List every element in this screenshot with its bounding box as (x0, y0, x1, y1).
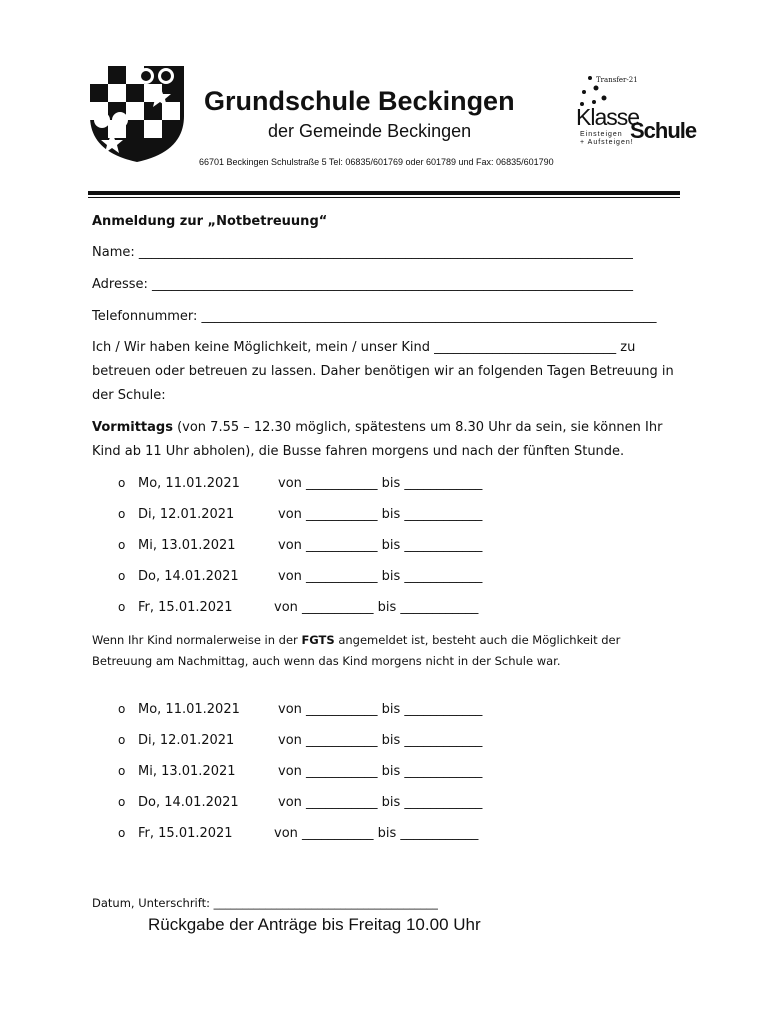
header-divider-thin (88, 197, 680, 198)
morning-day-item[interactable] (118, 600, 479, 615)
morning-paragraph (92, 416, 682, 464)
day-label: Mi, 13.01.2021 (138, 538, 236, 553)
school-subtitle: der Gemeinde Beckingen (268, 121, 472, 141)
day-label: Di, 12.01.2021 (138, 733, 235, 748)
morning-day-item[interactable] (118, 538, 483, 553)
phone-field[interactable]: Telefonnummer: ______________________________________________________________________ (92, 309, 657, 324)
logo-transfer-text: Transfer-21 (596, 76, 638, 84)
afternoon-day-item[interactable] (118, 764, 483, 779)
day-label: Mo, 11.01.2021 (138, 702, 240, 717)
checkbox-bullet[interactable]: o (118, 795, 126, 809)
day-label: Fr, 15.01.2021 (138, 600, 233, 615)
day-label: Fr, 15.01.2021 (138, 826, 233, 841)
school-address: 66701 Beckingen Schulstraße 5 Tel: 06835/601769 oder 601789 und Fax: 06835/601790 (199, 157, 554, 167)
time-range-field[interactable]: von ___________ bis ____________ (278, 795, 483, 810)
logo-word-klasse: Klasse (576, 104, 640, 130)
fgts-paragraph (92, 630, 682, 672)
day-label: Do, 14.01.2021 (138, 569, 239, 584)
checkbox-bullet[interactable]: o (118, 569, 126, 583)
afternoon-day-item[interactable] (118, 795, 483, 810)
checkbox-bullet[interactable]: o (118, 764, 126, 778)
header-divider-thick (88, 191, 680, 195)
checkbox-bullet[interactable]: o (118, 538, 126, 552)
checkbox-bullet[interactable]: o (118, 702, 126, 716)
time-range-field[interactable]: von ___________ bis ____________ (278, 476, 483, 491)
logo-word-schule: Schule (630, 118, 697, 143)
morning-text: (von 7.55 – 12.30 möglich, spätestens um 8.30 Uhr da sein, sie können Ihr Kind ab 11 Uhr abholen), die Busse fahren morgens und nach der fünften Stunde. (92, 420, 663, 459)
fgts-text-post: angemeldet ist, besteht auch die Möglichkeit der Betreuung am Nachmittag, auch wenn das Kind morgens nicht in der Schule war. (92, 633, 621, 668)
logo-tagline-2: + Aufsteigen! (580, 139, 634, 146)
time-range-field[interactable]: von ___________ bis ____________ (278, 507, 483, 522)
time-range-field[interactable]: von ___________ bis ____________ (278, 733, 483, 748)
day-label: Do, 14.01.2021 (138, 795, 239, 810)
school-crest (88, 64, 186, 164)
checkbox-bullet[interactable]: o (118, 507, 126, 521)
checkbox-bullet[interactable]: o (118, 733, 126, 747)
afternoon-day-item[interactable] (118, 826, 479, 841)
day-label: Di, 12.01.2021 (138, 507, 235, 522)
klasse-schule-logo (574, 72, 704, 148)
afternoon-day-item[interactable] (118, 733, 483, 748)
day-label: Mo, 11.01.2021 (138, 476, 240, 491)
checkbox-bullet[interactable]: o (118, 826, 126, 840)
time-range-field[interactable]: von ___________ bis ____________ (278, 764, 483, 779)
time-range-field[interactable]: von ___________ bis ____________ (278, 569, 483, 584)
day-label: Mi, 13.01.2021 (138, 764, 236, 779)
morning-day-item[interactable] (118, 507, 483, 522)
time-range-field[interactable]: von ___________ bis ____________ (278, 538, 483, 553)
morning-day-item[interactable] (118, 569, 483, 584)
logo-tagline-1: Einsteigen (580, 131, 623, 138)
checkbox-bullet[interactable]: o (118, 600, 126, 614)
checkbox-bullet[interactable]: o (118, 476, 126, 490)
return-deadline-note: Rückgabe der Anträge bis Freitag 10.00 Uhr (148, 915, 481, 934)
address-field[interactable]: Adresse: __________________________________________________________________________ (92, 277, 634, 292)
morning-label: Vormittags (92, 420, 173, 435)
morning-day-item[interactable] (118, 476, 483, 491)
signature-field[interactable]: Datum, Unterschrift: _______________________________________ (92, 896, 438, 910)
name-field[interactable]: Name: ____________________________________________________________________________ (92, 245, 633, 260)
afternoon-day-item[interactable] (118, 702, 483, 717)
fgts-label: FGTS (301, 633, 335, 647)
form-title: Anmeldung zur „Notbetreuung“ (92, 214, 328, 229)
school-name: Grundschule Beckingen (204, 86, 515, 116)
time-range-field[interactable]: von ___________ bis ____________ (274, 826, 479, 841)
care-need-paragraph: Ich / Wir haben keine Möglichkeit, mein / unser Kind ____________________________ zu betreuen oder betreuen zu lassen. Daher benötigen wir an folgenden Tagen Betreuung in der Schule: (92, 340, 674, 403)
time-range-field[interactable]: von ___________ bis ____________ (274, 600, 479, 615)
time-range-field[interactable]: von ___________ bis ____________ (278, 702, 483, 717)
fgts-text-pre: Wenn Ihr Kind normalerweise in der (92, 633, 302, 647)
